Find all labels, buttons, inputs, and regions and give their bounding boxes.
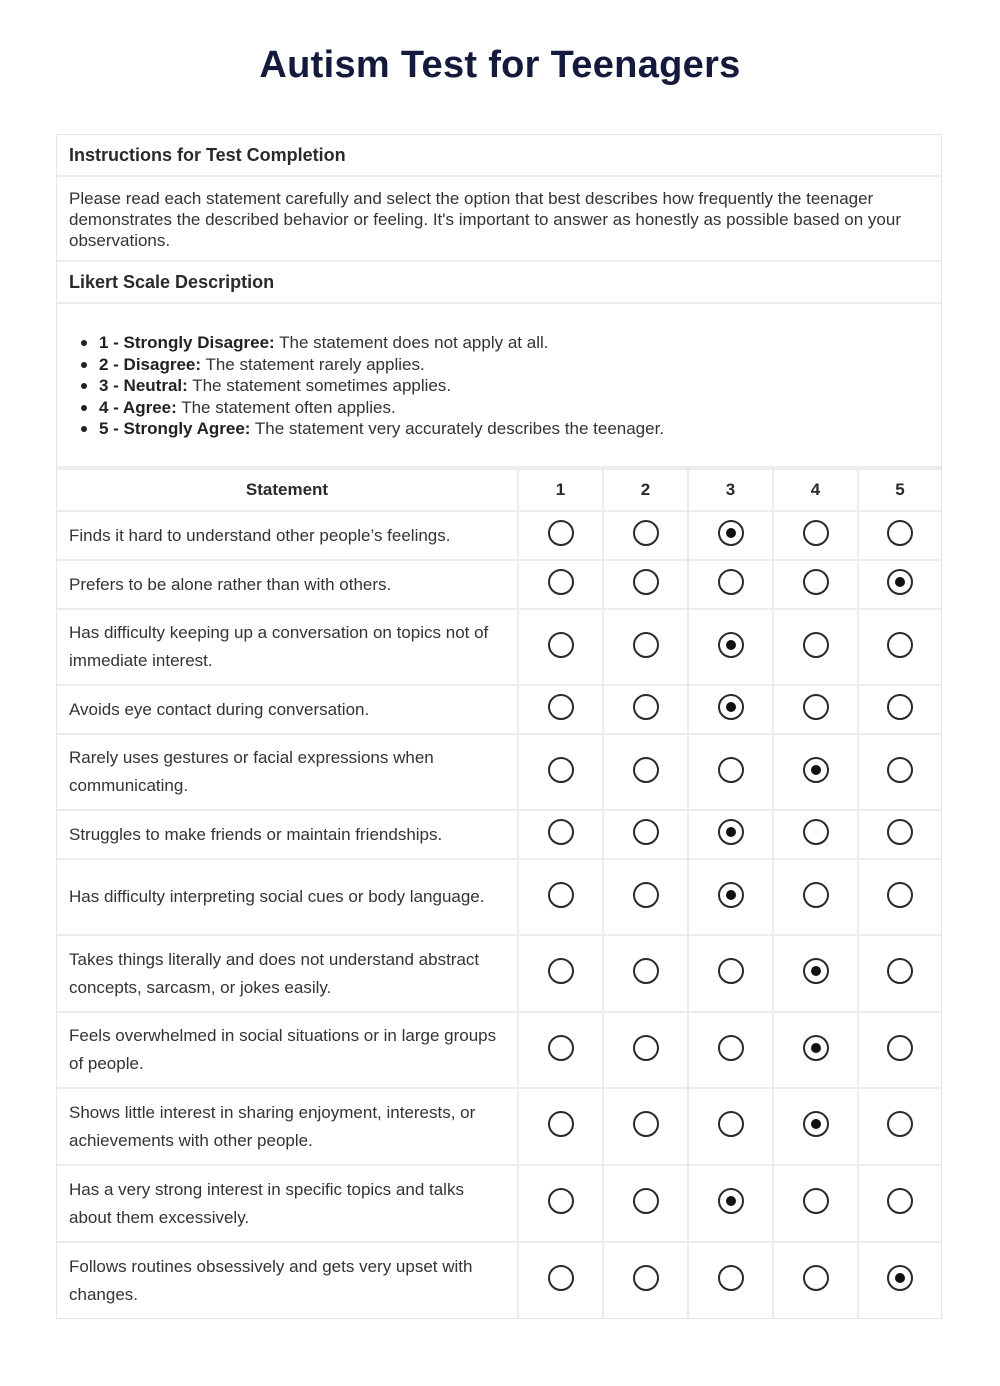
rating-cell-2 xyxy=(603,859,688,935)
likert-term: 3 - Neutral: xyxy=(99,376,188,395)
likert-item xyxy=(87,354,929,376)
rating-cell-3 xyxy=(688,1088,773,1165)
rating-cell-2 xyxy=(603,609,688,685)
scale-header-5: 5 xyxy=(858,469,941,511)
rating-cell-3 xyxy=(688,1242,773,1318)
rating-cell-5 xyxy=(858,1012,941,1088)
rating-radio-3[interactable] xyxy=(718,632,744,658)
rating-radio-5[interactable] xyxy=(887,632,913,658)
rating-radio-1[interactable] xyxy=(548,632,574,658)
scale-header-4: 4 xyxy=(773,469,858,511)
likert-list xyxy=(69,332,929,440)
rating-cell-3 xyxy=(688,560,773,609)
rating-cell-5 xyxy=(858,1165,941,1242)
rating-radio-1[interactable] xyxy=(548,882,574,908)
rating-cell-4 xyxy=(773,1088,858,1165)
rating-cell-1 xyxy=(518,1242,603,1318)
rating-cell-1 xyxy=(518,810,603,859)
rating-cell-2 xyxy=(603,1088,688,1165)
rating-cell-2 xyxy=(603,1012,688,1088)
rating-radio-4[interactable] xyxy=(803,1111,829,1137)
rating-radio-3[interactable] xyxy=(718,1265,744,1291)
rating-radio-2[interactable] xyxy=(633,569,659,595)
likert-description xyxy=(57,304,941,468)
rating-radio-3[interactable] xyxy=(718,520,744,546)
rating-cell-1 xyxy=(518,935,603,1012)
rating-radio-4[interactable] xyxy=(803,757,829,783)
rating-cell-3 xyxy=(688,511,773,560)
rating-radio-5[interactable] xyxy=(887,1035,913,1061)
rating-cell-1 xyxy=(518,511,603,560)
rating-radio-1[interactable] xyxy=(548,1035,574,1061)
likert-heading: Likert Scale Description xyxy=(57,262,941,304)
statement-header: Statement xyxy=(57,469,518,511)
rating-cell-1 xyxy=(518,1088,603,1165)
rating-radio-1[interactable] xyxy=(548,819,574,845)
rating-cell-3 xyxy=(688,609,773,685)
rating-radio-1[interactable] xyxy=(548,520,574,546)
rating-cell-2 xyxy=(603,1242,688,1318)
page-title: Autism Test for Teenagers xyxy=(259,44,741,86)
rating-cell-4 xyxy=(773,560,858,609)
table-row xyxy=(57,1165,941,1242)
rating-cell-1 xyxy=(518,859,603,935)
rating-cell-1 xyxy=(518,1165,603,1242)
rating-radio-3[interactable] xyxy=(718,569,744,595)
rating-cell-2 xyxy=(603,560,688,609)
scale-header-1: 1 xyxy=(518,469,603,511)
rating-radio-1[interactable] xyxy=(548,1111,574,1137)
rating-cell-3 xyxy=(688,935,773,1012)
rating-cell-5 xyxy=(858,1242,941,1318)
rating-cell-5 xyxy=(858,810,941,859)
statement-text: Has difficulty interpreting social cues or body language. xyxy=(57,859,518,935)
rating-radio-1[interactable] xyxy=(548,958,574,984)
rating-radio-3[interactable] xyxy=(718,1111,744,1137)
rating-radio-2[interactable] xyxy=(633,819,659,845)
table-row xyxy=(57,609,941,685)
rating-cell-1 xyxy=(518,1012,603,1088)
statement-text: Rarely uses gestures or facial expressions when communicating. xyxy=(57,734,518,810)
table-row xyxy=(57,685,941,734)
table-row xyxy=(57,560,941,609)
instructions-heading: Instructions for Test Completion xyxy=(57,135,941,177)
rating-radio-3[interactable] xyxy=(718,1035,744,1061)
rating-radio-2[interactable] xyxy=(633,1265,659,1291)
rating-radio-2[interactable] xyxy=(633,882,659,908)
statement-text: Has a very strong interest in specific topics and talks about them excessively. xyxy=(57,1165,518,1242)
rating-radio-5[interactable] xyxy=(887,882,913,908)
rating-cell-4 xyxy=(773,734,858,810)
rating-cell-5 xyxy=(858,935,941,1012)
likert-term: 2 - Disagree: xyxy=(99,354,202,374)
rating-radio-3[interactable] xyxy=(718,819,744,845)
likert-item xyxy=(87,418,929,440)
table-row xyxy=(57,935,941,1012)
rating-cell-4 xyxy=(773,859,858,935)
rating-radio-3[interactable] xyxy=(718,757,744,783)
statement-text: Follows routines obsessively and gets very upset with changes. xyxy=(57,1242,518,1318)
rating-cell-4 xyxy=(773,935,858,1012)
rating-cell-2 xyxy=(603,810,688,859)
table-row xyxy=(57,734,941,810)
rating-radio-5[interactable] xyxy=(887,1265,913,1291)
table-row xyxy=(57,1012,941,1088)
statement-text: Shows little interest in sharing enjoyment, interests, or achievements with other people. xyxy=(57,1088,518,1165)
rating-radio-4[interactable] xyxy=(803,958,829,984)
rating-cell-4 xyxy=(773,685,858,734)
rating-radio-2[interactable] xyxy=(633,632,659,658)
rating-radio-4[interactable] xyxy=(803,569,829,595)
rating-cell-5 xyxy=(858,1088,941,1165)
rating-radio-3[interactable] xyxy=(718,882,744,908)
rating-cell-4 xyxy=(773,1012,858,1088)
rating-cell-3 xyxy=(688,810,773,859)
rating-radio-5[interactable] xyxy=(887,819,913,845)
rating-cell-2 xyxy=(603,935,688,1012)
rating-cell-2 xyxy=(603,734,688,810)
table-row xyxy=(57,1088,941,1165)
rating-cell-2 xyxy=(603,1165,688,1242)
rating-cell-4 xyxy=(773,609,858,685)
rating-radio-2[interactable] xyxy=(633,694,659,720)
rating-cell-5 xyxy=(858,511,941,560)
table-body xyxy=(57,511,941,1318)
rating-radio-2[interactable] xyxy=(633,1035,659,1061)
likert-desc: The statement does not apply at all. xyxy=(279,333,549,352)
rating-cell-3 xyxy=(688,685,773,734)
rating-cell-1 xyxy=(518,560,603,609)
likert-item xyxy=(87,397,929,419)
rating-radio-2[interactable] xyxy=(633,520,659,546)
likert-term: 5 - Strongly Agree: xyxy=(99,419,251,438)
rating-cell-5 xyxy=(858,685,941,734)
statement-text: Prefers to be alone rather than with others. xyxy=(57,560,518,609)
rating-radio-2[interactable] xyxy=(633,958,659,984)
rating-cell-1 xyxy=(518,609,603,685)
rating-radio-4[interactable] xyxy=(803,694,829,720)
rating-radio-1[interactable] xyxy=(548,1265,574,1291)
rating-cell-1 xyxy=(518,685,603,734)
rating-radio-4[interactable] xyxy=(803,1035,829,1061)
likert-item xyxy=(87,375,929,397)
rating-radio-5[interactable] xyxy=(887,569,913,595)
rating-cell-1 xyxy=(518,734,603,810)
statement-text: Struggles to make friends or maintain friendships. xyxy=(57,810,518,859)
rating-radio-2[interactable] xyxy=(633,1188,659,1214)
table-row xyxy=(57,1242,941,1318)
rating-radio-1[interactable] xyxy=(548,694,574,720)
rating-radio-5[interactable] xyxy=(887,1188,913,1214)
rating-cell-2 xyxy=(603,511,688,560)
rating-cell-4 xyxy=(773,511,858,560)
likert-term: 4 - Agree: xyxy=(99,397,177,417)
statement-text: Takes things literally and does not understand abstract concepts, sarcasm, or jokes easily. xyxy=(57,935,518,1012)
likert-desc: The statement sometimes applies. xyxy=(192,376,452,395)
rating-radio-4[interactable] xyxy=(803,1188,829,1214)
rating-radio-2[interactable] xyxy=(633,757,659,783)
rating-cell-4 xyxy=(773,1165,858,1242)
rating-cell-5 xyxy=(858,734,941,810)
rating-cell-5 xyxy=(858,859,941,935)
rating-cell-4 xyxy=(773,1242,858,1318)
rating-cell-3 xyxy=(688,859,773,935)
rating-radio-2[interactable] xyxy=(633,1111,659,1137)
likert-desc: The statement very accurately describes the teenager. xyxy=(254,419,665,438)
likert-item xyxy=(87,332,929,354)
rating-radio-1[interactable] xyxy=(548,1188,574,1214)
statement-text: Avoids eye contact during conversation. xyxy=(57,685,518,734)
rating-cell-3 xyxy=(688,1012,773,1088)
scale-header-2: 2 xyxy=(603,469,688,511)
rating-radio-4[interactable] xyxy=(803,520,829,546)
rating-cell-3 xyxy=(688,734,773,810)
statement-text: Feels overwhelmed in social situations or in large groups of people. xyxy=(57,1012,518,1088)
rating-cell-5 xyxy=(858,560,941,609)
table-header-row xyxy=(57,469,941,511)
statement-text: Finds it hard to understand other people’s feelings. xyxy=(57,511,518,560)
rating-radio-5[interactable] xyxy=(887,694,913,720)
rating-radio-1[interactable] xyxy=(548,569,574,595)
table-row xyxy=(57,859,941,935)
test-form xyxy=(56,134,942,1319)
rating-radio-4[interactable] xyxy=(803,819,829,845)
scale-header-3: 3 xyxy=(688,469,773,511)
rating-radio-5[interactable] xyxy=(887,757,913,783)
rating-cell-4 xyxy=(773,810,858,859)
rating-table xyxy=(57,468,941,1318)
rating-cell-3 xyxy=(688,1165,773,1242)
table-row xyxy=(57,511,941,560)
rating-radio-4[interactable] xyxy=(803,1265,829,1291)
statement-text: Has difficulty keeping up a conversation on topics not of immediate interest. xyxy=(57,609,518,685)
rating-radio-4[interactable] xyxy=(803,632,829,658)
rating-cell-5 xyxy=(858,609,941,685)
rating-radio-5[interactable] xyxy=(887,958,913,984)
instructions-text: Please read each statement carefully and select the option that best describes how frequently the teenager demonstrates the described behavior or feeling. It's important to answer as honestly as possible based on your observations. xyxy=(57,177,941,262)
likert-desc: The statement rarely applies. xyxy=(205,354,425,374)
rating-radio-4[interactable] xyxy=(803,882,829,908)
rating-radio-3[interactable] xyxy=(718,694,744,720)
likert-term: 1 - Strongly Disagree: xyxy=(99,333,275,352)
rating-cell-2 xyxy=(603,685,688,734)
likert-desc: The statement often applies. xyxy=(181,397,396,417)
rating-radio-1[interactable] xyxy=(548,757,574,783)
rating-radio-3[interactable] xyxy=(718,1188,744,1214)
rating-radio-3[interactable] xyxy=(718,958,744,984)
table-row xyxy=(57,810,941,859)
rating-radio-5[interactable] xyxy=(887,1111,913,1137)
rating-radio-5[interactable] xyxy=(887,520,913,546)
